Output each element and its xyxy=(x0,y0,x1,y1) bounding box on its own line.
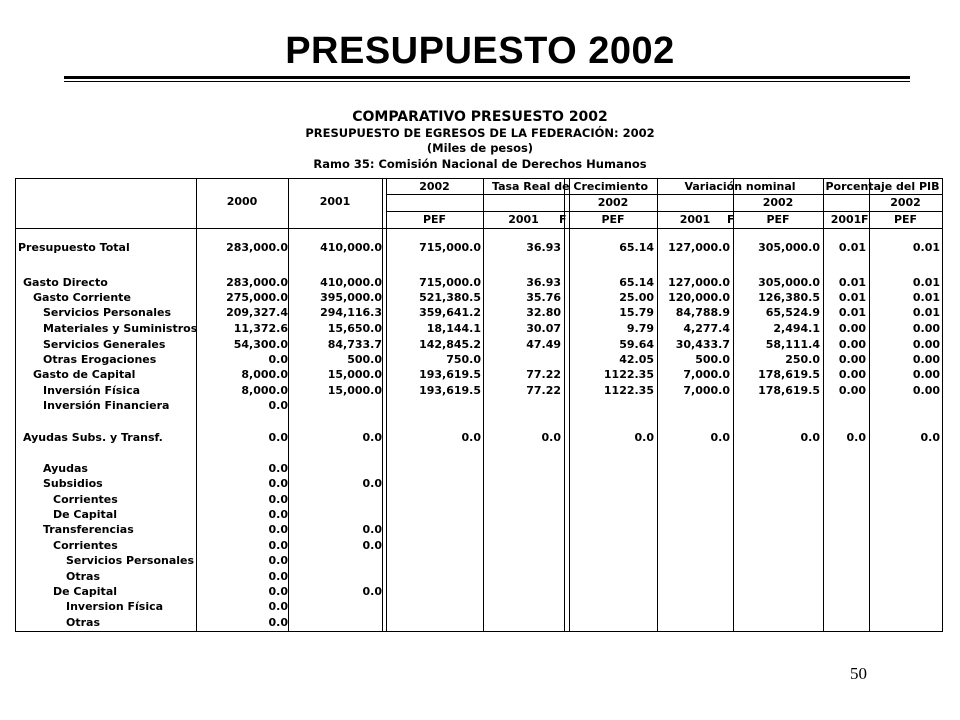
table-cell: 0.00 xyxy=(838,353,866,366)
row-label: Materiales y Suministros xyxy=(43,322,198,335)
group-header: 2002 xyxy=(419,180,450,193)
table-cell: 9.79 xyxy=(626,322,654,335)
table-cell: 500.0 xyxy=(695,353,730,366)
leaf-header: PEF xyxy=(601,213,625,226)
leaf-header: PEF xyxy=(766,213,790,226)
header-divider xyxy=(16,228,942,229)
table-cell: 0.01 xyxy=(838,276,866,289)
column-divider xyxy=(288,179,289,631)
header-mark: F xyxy=(559,213,567,226)
table-cell: 0.0 xyxy=(362,585,382,598)
column-divider xyxy=(386,179,387,631)
table-cell: 410,000.0 xyxy=(320,241,382,254)
table-cell: 0.00 xyxy=(838,322,866,335)
table-cell: 0.01 xyxy=(838,291,866,304)
table-cell: 294,116.3 xyxy=(320,306,382,319)
table-cell: 0.0 xyxy=(268,508,288,521)
row-label: De Capital xyxy=(53,585,118,598)
table-cell: 15.79 xyxy=(619,306,654,319)
row-label: Otras xyxy=(66,616,101,629)
table-cell: 0.0 xyxy=(634,431,654,444)
heading-line-3: (Miles de pesos) xyxy=(426,141,534,155)
row-label: Gasto Corriente xyxy=(33,291,131,304)
table-cell: 305,000.0 xyxy=(758,241,820,254)
heading-line-4: Ramo 35: Comisión Nacional de Derechos Humanos xyxy=(313,156,647,171)
table-cell: 2,494.1 xyxy=(773,322,820,335)
table-cell: 0.0 xyxy=(268,585,288,598)
row-label: Corrientes xyxy=(53,493,118,506)
table-cell: 0.0 xyxy=(362,431,382,444)
row-label: Servicios Personales xyxy=(66,554,195,567)
table-cell: 0.0 xyxy=(710,431,730,444)
header-divider xyxy=(386,194,942,195)
table-cell: 77.22 xyxy=(526,368,561,381)
table-cell: 715,000.0 xyxy=(419,241,481,254)
table-cell: 0.0 xyxy=(800,431,820,444)
row-label: Servicios Generales xyxy=(43,338,166,351)
table-cell: 0.0 xyxy=(268,539,288,552)
row-label: Gasto de Capital xyxy=(33,368,136,381)
table-cell: 18,144.1 xyxy=(426,322,481,335)
table-cell: 59.64 xyxy=(619,338,654,351)
table-cell: 0.0 xyxy=(268,493,288,506)
table-cell: 283,000.0 xyxy=(226,276,288,289)
row-label: Otras Erogaciones xyxy=(43,353,157,366)
table-cell: 0.0 xyxy=(920,431,940,444)
table-cell: 15,650.0 xyxy=(327,322,382,335)
leaf-header: 2001 xyxy=(830,213,862,226)
table-cell: 42.05 xyxy=(619,353,654,366)
table-cell: 178,619.5 xyxy=(758,368,820,381)
title-rule-thin xyxy=(64,81,910,82)
table-cell: 359,641.2 xyxy=(419,306,481,319)
table-cell: 4,277.4 xyxy=(683,322,730,335)
table-cell: 0.00 xyxy=(912,322,940,335)
table-cell: 8,000.0 xyxy=(241,384,288,397)
table-cell: 84,733.7 xyxy=(327,338,382,351)
heading-line-1: COMPARATIVO PRESUESTO 2002 xyxy=(352,109,608,125)
group-header: Tasa Real de Crecimiento xyxy=(491,180,648,193)
row-label: Corrientes xyxy=(53,539,118,552)
row-label: Presupuesto Total xyxy=(18,241,130,254)
row-label: Inversion Física xyxy=(66,600,164,613)
table-heading xyxy=(0,110,960,172)
header-mark: F xyxy=(727,213,735,226)
sub-header: 2001 xyxy=(319,195,351,208)
column-divider xyxy=(942,179,943,631)
table-cell: 0.0 xyxy=(268,523,288,536)
column-divider xyxy=(564,179,565,631)
row-label: De Capital xyxy=(53,508,118,521)
page-number: 50 xyxy=(850,664,867,683)
table-cell: 0.00 xyxy=(838,384,866,397)
heading-line-2: PRESUPUESTO DE EGRESOS DE LA FEDERACIÓN: 2002 xyxy=(305,125,655,140)
table-cell: 47.49 xyxy=(526,338,561,351)
table-cell: 193,619.5 xyxy=(419,384,481,397)
table-cell: 0.0 xyxy=(268,554,288,567)
table-cell: 0.0 xyxy=(362,539,382,552)
table-cell: 0.0 xyxy=(268,462,288,475)
table-cell: 65.14 xyxy=(619,241,654,254)
row-label: Inversión Física xyxy=(43,384,141,397)
table-cell: 0.01 xyxy=(838,241,866,254)
table-cell: 0.0 xyxy=(268,477,288,490)
row-label: Otras xyxy=(66,570,101,583)
table-cell: 15,000.0 xyxy=(327,384,382,397)
table-cell: 8,000.0 xyxy=(241,368,288,381)
table-cell: 275,000.0 xyxy=(226,291,288,304)
table-cell: 36.93 xyxy=(526,241,561,254)
table-cell: 750.0 xyxy=(446,353,481,366)
row-label: Transferencias xyxy=(43,523,134,536)
table-cell: 0.0 xyxy=(362,523,382,536)
table-cell: 0.0 xyxy=(541,431,561,444)
table-cell: 36.93 xyxy=(526,276,561,289)
table-cell: 32.80 xyxy=(526,306,561,319)
row-label: Gasto Directo xyxy=(23,276,108,289)
table-cell: 0.0 xyxy=(268,616,288,629)
row-label: Ayudas xyxy=(43,462,88,475)
table-cell: 1122.35 xyxy=(603,384,654,397)
table-cell: 0.0 xyxy=(461,431,481,444)
table-cell: 410,000.0 xyxy=(320,276,382,289)
sub-header: 2000 xyxy=(226,195,258,208)
table-cell: 0.0 xyxy=(268,353,288,366)
table-cell: 15,000.0 xyxy=(327,368,382,381)
table-cell: 142,845.2 xyxy=(419,338,481,351)
table-cell: 1122.35 xyxy=(603,368,654,381)
table-cell: 283,000.0 xyxy=(226,241,288,254)
header-mark: F xyxy=(861,213,869,226)
table-cell: 0.00 xyxy=(912,353,940,366)
table-cell: 0.0 xyxy=(268,570,288,583)
column-divider xyxy=(196,179,197,631)
title-rule xyxy=(64,76,910,79)
table-cell: 54,300.0 xyxy=(233,338,288,351)
table-cell: 0.00 xyxy=(912,384,940,397)
page-title: PRESUPUESTO 2002 xyxy=(285,30,675,72)
table-cell: 30,433.7 xyxy=(675,338,730,351)
table-cell: 0.00 xyxy=(838,368,866,381)
table-cell: 715,000.0 xyxy=(419,276,481,289)
row-label: Subsidios xyxy=(43,477,103,490)
table-cell: 0.01 xyxy=(912,241,940,254)
table-cell: 77.22 xyxy=(526,384,561,397)
table-cell: 209,327.4 xyxy=(226,306,288,319)
leaf-header: 2001 xyxy=(508,213,539,226)
table-cell: 84,788.9 xyxy=(675,306,730,319)
table-cell: 0.00 xyxy=(912,368,940,381)
table-cell: 0.01 xyxy=(912,276,940,289)
table-cell: 500.0 xyxy=(347,353,382,366)
table-cell: 127,000.0 xyxy=(668,276,730,289)
group-header: Variación nominal xyxy=(684,180,796,193)
group-header: Porcentaje del PIB xyxy=(825,180,940,193)
table-cell: 0.0 xyxy=(268,399,288,412)
table-cell: 0.01 xyxy=(912,291,940,304)
table-cell: 0.0 xyxy=(846,431,866,444)
row-label: Ayudas Subs. y Transf. xyxy=(23,431,163,444)
header-divider xyxy=(386,211,942,212)
column-divider xyxy=(382,179,383,631)
sub-header: 2002 xyxy=(890,196,921,209)
row-label: Inversión Financiera xyxy=(43,399,170,412)
budget-table xyxy=(15,178,943,632)
table-cell: 521,380.5 xyxy=(419,291,481,304)
table-cell: 395,000.0 xyxy=(320,291,382,304)
leaf-header: 2001 xyxy=(679,213,711,226)
table-cell: 0.00 xyxy=(912,338,940,351)
table-cell: 127,000.0 xyxy=(668,241,730,254)
table-cell: 305,000.0 xyxy=(758,276,820,289)
table-cell: 7,000.0 xyxy=(683,368,730,381)
table-cell: 0.01 xyxy=(912,306,940,319)
sub-header: 2002 xyxy=(762,196,794,209)
table-cell: 0.01 xyxy=(838,306,866,319)
table-cell: 58,111.4 xyxy=(765,338,820,351)
table-cell: 35.76 xyxy=(526,291,561,304)
table-cell: 30.07 xyxy=(526,322,561,335)
table-cell: 120,000.0 xyxy=(668,291,730,304)
row-label: Servicios Personales xyxy=(43,306,172,319)
leaf-header: PEF xyxy=(893,213,918,226)
table-cell: 7,000.0 xyxy=(683,384,730,397)
table-cell: 178,619.5 xyxy=(758,384,820,397)
table-cell: 25.00 xyxy=(619,291,654,304)
table-cell: 0.0 xyxy=(362,477,382,490)
table-cell: 65,524.9 xyxy=(765,306,820,319)
table-cell: 0.0 xyxy=(268,600,288,613)
table-cell: 250.0 xyxy=(785,353,820,366)
table-cell: 0.00 xyxy=(838,338,866,351)
table-cell: 0.0 xyxy=(268,431,288,444)
table-cell: 126,380.5 xyxy=(758,291,820,304)
leaf-header: PEF xyxy=(422,213,447,226)
table-cell: 65.14 xyxy=(619,276,654,289)
sub-header: 2002 xyxy=(597,196,629,209)
table-cell: 193,619.5 xyxy=(419,368,481,381)
table-cell: 11,372.6 xyxy=(233,322,288,335)
